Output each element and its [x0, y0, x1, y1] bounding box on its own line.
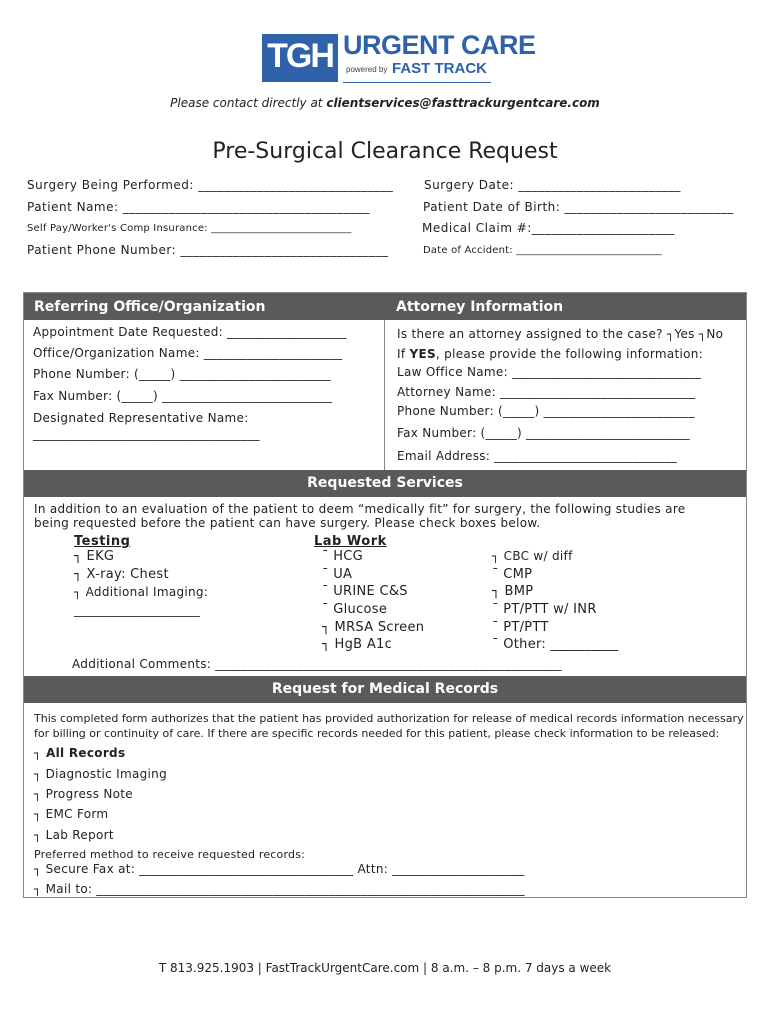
if-yes-suffix: , please provide the following information: — [435, 347, 704, 361]
referring-phone-field[interactable]: Phone Number: (_____) ________________________ — [33, 367, 331, 381]
page-title: Pre-Surgical Clearance Request — [212, 139, 558, 164]
patient-phone-field[interactable]: Patient Phone Number: ________________________________ — [27, 243, 389, 257]
attorney-phone-field[interactable]: Phone Number: (_____) ________________________ — [397, 404, 695, 418]
testing-imaging-checkbox[interactable]: ┐ Additional Imaging: — [74, 585, 209, 599]
contact-prefix: Please contact directly at — [170, 96, 327, 110]
mail-to-field[interactable]: ┐ Mail to: ____________________________________________________________________ — [34, 882, 525, 896]
additional-comments-field[interactable]: Additional Comments: _______________________________________________________ — [72, 657, 562, 671]
services-intro-line2: being requested before the patient can have surgery. Please check boxes below. — [34, 516, 541, 530]
surgery-performed-field[interactable]: Surgery Being Performed: ______________________________ — [27, 178, 394, 192]
contact-line — [0, 96, 770, 110]
logo-urgent-care-text: URGENT CARE — [343, 30, 536, 60]
records-intro-line1: This completed form authorizes that the patient has provided authorization for release of medical records information necessary — [34, 712, 744, 725]
surgery-date-field[interactable]: Surgery Date: _________________________ — [424, 178, 681, 192]
referring-fax-field[interactable]: Fax Number: (_____) ___________________________ — [33, 389, 333, 403]
preferred-method-label: Preferred method to receive requested records: — [34, 848, 306, 861]
all-records-checkbox[interactable]: ┐ All Records — [34, 746, 126, 760]
rep-name-label: Designated Representative Name: — [33, 411, 249, 425]
footer-contact: T 813.925.1903 | FastTrackUrgentCare.com | 8 a.m. – 8 p.m. 7 days a week — [158, 961, 612, 975]
requested-services-header: Requested Services — [24, 470, 746, 497]
testing-xray-checkbox[interactable]: ┐ X-ray: Chest — [74, 567, 169, 582]
diagnostic-imaging-checkbox[interactable]: ┐ Diagnostic Imaging — [34, 767, 167, 781]
lab-urine-checkbox[interactable]: ¯ URINE C&S — [322, 584, 408, 599]
if-yes-prefix: If — [397, 347, 410, 361]
lab-cmp-checkbox[interactable]: ¯ CMP — [492, 567, 533, 582]
emc-form-checkbox[interactable]: ┐ EMC Form — [34, 807, 109, 821]
records-intro-line2: for billing or continuity of care. If there are specific records needed for this patient, please check information to be released: — [34, 727, 720, 740]
lab-ptptt-checkbox[interactable]: ¯ PT/PTT — [492, 620, 549, 635]
medical-records-header: Request for Medical Records — [24, 676, 746, 703]
progress-note-checkbox[interactable]: ┐ Progress Note — [34, 787, 133, 801]
lab-report-checkbox[interactable]: ┐ Lab Report — [34, 828, 114, 842]
logo-divider — [343, 82, 491, 83]
lab-hgb-checkbox[interactable]: ┐ HgB A1c — [322, 637, 393, 652]
logo-fast-track-text: FAST TRACK — [392, 60, 487, 77]
logo-powered-by-text: powered by — [346, 65, 388, 74]
lab-work-label: Lab Work — [314, 534, 387, 549]
lab-mrsa-checkbox[interactable]: ┐ MRSA Screen — [322, 620, 425, 635]
attorney-email-field[interactable]: Email Address: _____________________________ — [397, 449, 677, 463]
lab-bmp-checkbox[interactable]: ┐ BMP — [492, 584, 534, 599]
lab-hcg-checkbox[interactable]: ¯ HCG — [322, 549, 364, 564]
referring-header — [24, 293, 384, 320]
medical-claim-field[interactable]: Medical Claim #:______________________ — [422, 221, 675, 235]
appointment-date-field[interactable]: Appointment Date Requested: ___________________ — [33, 325, 347, 339]
lab-glucose-checkbox[interactable]: ¯ Glucose — [322, 602, 388, 617]
patient-dob-field[interactable]: Patient Date of Birth: __________________________ — [423, 200, 734, 214]
if-yes-bold: YES — [409, 347, 436, 361]
referring-header-label: Referring Office/Organization — [34, 299, 266, 315]
lab-cbc-checkbox[interactable]: ┐ CBC w/ diff — [492, 549, 573, 563]
attorney-question[interactable]: Is there an attorney assigned to the case? ┐Yes ┐No — [397, 327, 724, 341]
column-divider — [384, 320, 385, 470]
services-intro-line1: In addition to an evaluation of the patient to deem “medically fit” for surgery, the following studies are — [34, 502, 686, 516]
testing-ekg-checkbox[interactable]: ┐ EKG — [74, 549, 115, 564]
office-name-field[interactable]: Office/Organization Name: ______________________ — [33, 346, 343, 360]
lab-ptptt-inr-checkbox[interactable]: ¯ PT/PTT w/ INR — [492, 602, 597, 617]
attorney-name-field[interactable]: Attorney Name: _______________________________ — [397, 385, 696, 399]
lab-other-field[interactable]: ¯ Other: __________ — [492, 637, 619, 652]
if-yes-line — [397, 347, 703, 361]
attorney-header — [384, 293, 746, 320]
logo-tgh-text: TGH — [267, 37, 333, 75]
testing-imaging-field[interactable]: ____________________ — [74, 603, 200, 617]
attorney-fax-field[interactable]: Fax Number: (_____) __________________________ — [397, 426, 690, 440]
patient-name-field[interactable]: Patient Name: ______________________________________ — [27, 200, 370, 214]
attorney-header-label: Attorney Information — [396, 299, 564, 315]
lab-ua-checkbox[interactable]: ¯ UA — [322, 567, 353, 582]
contact-email[interactable]: clientservices@fasttrackurgentcare.com — [326, 96, 600, 110]
rep-name-field[interactable]: ____________________________________ — [33, 427, 260, 441]
secure-fax-field[interactable]: ┐ Secure Fax at: __________________________________ Attn: _____________________ — [34, 862, 525, 876]
date-of-accident-field[interactable]: Date of Accident: ____________________________ — [423, 245, 662, 256]
testing-label: Testing — [74, 534, 131, 549]
insurance-field[interactable]: Self Pay/Worker's Comp Insurance: ___________________________ — [27, 223, 352, 234]
law-office-field[interactable]: Law Office Name: ______________________________ — [397, 365, 702, 379]
